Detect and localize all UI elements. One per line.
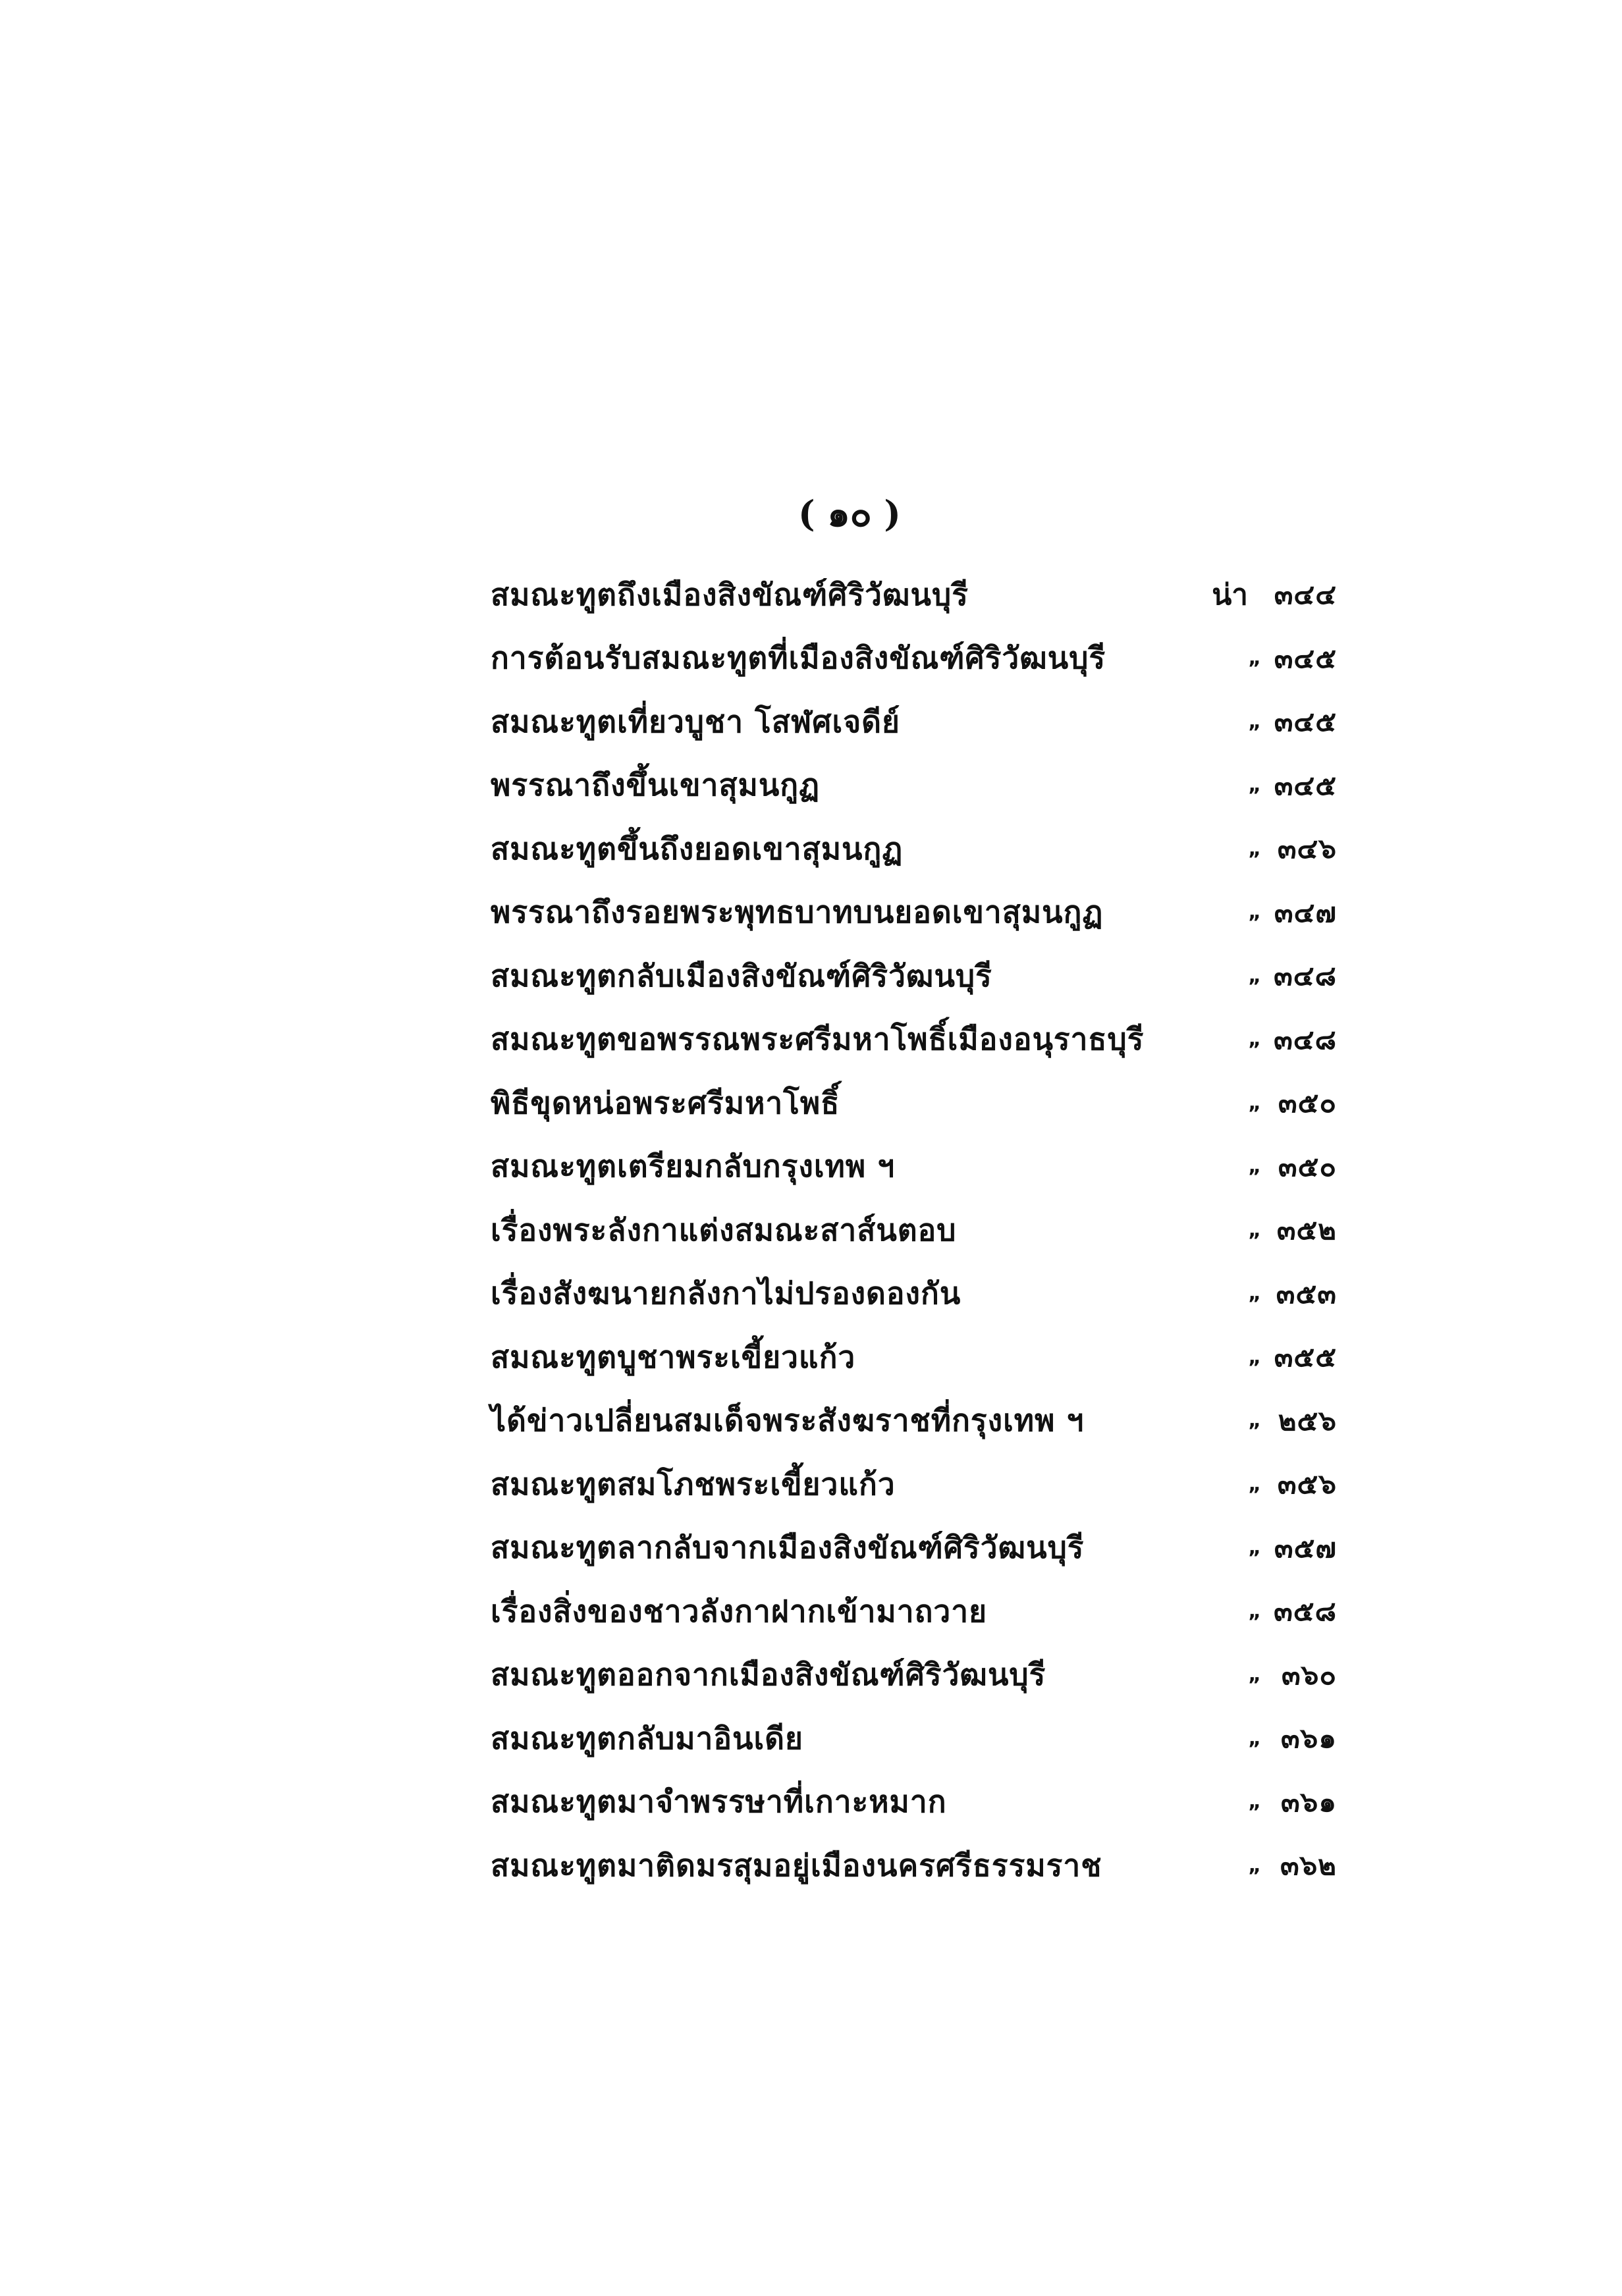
toc-entry-marker: „ [1248, 901, 1261, 924]
toc-entry-title: สมณะทูตบูชาพระเขี้ยวแก้ว [491, 1339, 856, 1375]
toc-entry-marker: น่า [1212, 578, 1248, 612]
toc-entry-title: เรื่องสังฆนายกลังกาไม่ปรองดองกัน [491, 1275, 961, 1312]
toc-entry-marker: „ [1248, 1155, 1261, 1179]
toc-entry-title: สมณะทูตเที่ยวบูชา โสฬศเจดีย์ [491, 703, 900, 739]
toc-entry-marker: „ [1248, 1218, 1261, 1242]
toc-entry-title: พิธีขุดหน่อพระศรีมหาโพธิ์ [491, 1084, 840, 1121]
toc-entry-page: ๓๕๐ [1278, 1150, 1337, 1183]
toc-entry-marker: „ [1248, 964, 1261, 988]
page-number: ( ๑๐ ) [798, 493, 901, 535]
toc-entry-page: ๓๕๕ [1274, 1341, 1337, 1374]
toc-entry-page: ๓๕๐ [1278, 1086, 1337, 1119]
toc-entry-marker: „ [1248, 710, 1261, 734]
toc-entry-page: ๓๖๑ [1280, 1722, 1337, 1755]
toc-entry-title: สมณะทูตมาจำพรรษาที่เกาะหมาก [491, 1784, 947, 1820]
toc-row [491, 944, 1337, 1008]
toc-entry-page: ๓๔๖ [1277, 832, 1337, 865]
toc-entry-page: ๓๕๖ [1277, 1468, 1337, 1501]
toc-row [491, 1643, 1337, 1707]
toc-entry-title: สมณะทูตสมโภชพระเขี้ยวแก้ว [491, 1466, 896, 1502]
toc-entry-title: สมณะทูตขอพรรณพระศรีมหาโพธิ์เมืองอนุราธบุรี [491, 1021, 1145, 1057]
toc-entry-marker: „ [1248, 1409, 1261, 1433]
toc-row [491, 881, 1337, 945]
toc-row [491, 1834, 1337, 1898]
toc-entry-page: ๓๕๘ [1274, 1595, 1337, 1628]
toc-entry-marker: „ [1248, 1472, 1261, 1496]
toc-entry-page: ๓๖๒ [1280, 1849, 1337, 1882]
toc-entry-marker: „ [1248, 1663, 1261, 1687]
toc-entry-page: ๓๔๘ [1274, 1023, 1337, 1055]
toc-row [491, 1707, 1337, 1771]
toc-entry-title: เรื่องสิ่งของชาวลังกาฝากเข้ามาถวาย [491, 1593, 988, 1629]
toc-entry-marker: „ [1248, 1536, 1261, 1560]
toc-row [491, 690, 1337, 754]
toc-entry-page: ๓๕๓ [1276, 1277, 1337, 1310]
toc-entry-title: สมณะทูตกลับมาอินเดีย [491, 1720, 803, 1756]
toc-entry-marker: „ [1248, 1854, 1261, 1877]
toc-row [491, 1771, 1337, 1834]
table-of-contents [491, 563, 1337, 1898]
toc-entry-title: สมณะทูตขึ้นถึงยอดเขาสุมนกูฏ [491, 830, 904, 867]
toc-row [491, 1135, 1337, 1199]
toc-entry-page: ๓๔๘ [1274, 959, 1337, 992]
toc-entry-marker: „ [1248, 1028, 1261, 1052]
toc-entry-page: ๓๕๗ [1274, 1531, 1337, 1564]
toc-entry-page: ๓๔๕ [1274, 641, 1337, 674]
toc-entry-title: สมณะทูตออกจากเมืองสิงขัณฑ์ศิริวัฒนบุรี [491, 1657, 1046, 1693]
toc-entry-title: เรื่องพระลังกาแต่งสมณะสาส์นตอบ [491, 1212, 957, 1248]
toc-entry-marker: „ [1248, 837, 1261, 861]
toc-entry-page: ๓๕๒ [1276, 1214, 1337, 1246]
toc-entry-page: ๓๔๔ [1274, 578, 1337, 611]
toc-entry-title: สมณะทูตกลับเมืองสิงขัณฑ์ศิริวัฒนบุรี [491, 957, 992, 994]
toc-row [491, 1198, 1337, 1262]
toc-row [491, 1008, 1337, 1072]
toc-row [491, 627, 1337, 691]
toc-row [491, 563, 1337, 627]
toc-entry-page: ๒๕๖ [1278, 1404, 1337, 1437]
toc-entry-title: สมณะทูตเตรียมกลับกรุงเทพ ฯ [491, 1148, 896, 1185]
toc-entry-marker: „ [1248, 1282, 1261, 1306]
toc-row [491, 1325, 1337, 1389]
toc-row [491, 1453, 1337, 1516]
toc-entry-marker: „ [1248, 1726, 1261, 1750]
toc-entry-title: สมณะทูตลากลับจากเมืองสิงขัณฑ์ศิริวัฒนบุรี [491, 1530, 1085, 1566]
toc-entry-marker: „ [1248, 774, 1261, 797]
toc-entry-page: ๓๖๑ [1280, 1785, 1337, 1818]
toc-entry-title: พรรณาถึงรอยพระพุทธบาทบนยอดเขาสุมนกูฏ [491, 894, 1104, 930]
toc-entry-title: สมณะทูตถึงเมืองสิงขัณฑ์ศิริวัฒนบุรี [491, 576, 969, 612]
toc-entry-marker: „ [1248, 1091, 1261, 1115]
toc-row [491, 817, 1337, 881]
toc-entry-title: พรรณาถึงขึ้นเขาสุมนกูฏ [491, 767, 821, 803]
toc-entry-title: ได้ข่าวเปลี่ยนสมเด็จพระสังฆราชที่กรุงเทพ ฯ [491, 1402, 1085, 1439]
toc-row [491, 1389, 1337, 1453]
toc-entry-marker: „ [1248, 647, 1261, 670]
toc-entry-page: ๓๔๕ [1274, 705, 1337, 738]
toc-entry-title: การต้อนรับสมณะทูตที่เมืองสิงขัณฑ์ศิริวัฒนบุรี [491, 640, 1106, 676]
toc-row [491, 1071, 1337, 1135]
toc-entry-marker: „ [1248, 1790, 1261, 1814]
toc-row [491, 1516, 1337, 1580]
toc-entry-marker: „ [1248, 1345, 1261, 1369]
toc-entry-page: ๓๔๕ [1274, 768, 1337, 801]
toc-row [491, 754, 1337, 818]
toc-entry-page: ๓๔๗ [1274, 895, 1337, 928]
toc-entry-title: สมณะทูตมาติดมรสุมอยู่เมืองนครศรีธรรมราช [491, 1847, 1102, 1883]
toc-entry-page: ๓๖๐ [1281, 1658, 1337, 1691]
toc-row [491, 1580, 1337, 1643]
toc-entry-marker: „ [1248, 1599, 1261, 1623]
toc-row [491, 1262, 1337, 1326]
